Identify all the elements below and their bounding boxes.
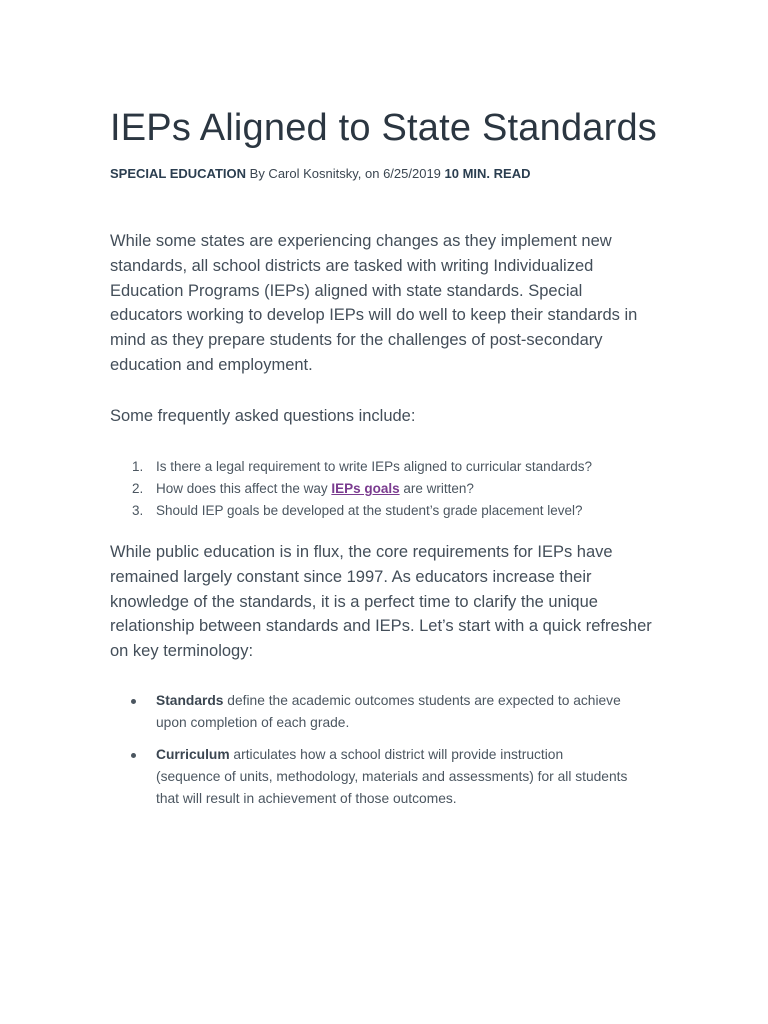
list-number: 1.	[132, 459, 144, 474]
read-time: 10 MIN. READ	[444, 166, 531, 181]
faq-question: Should IEP goals be developed at the student’s grade placement level?	[156, 503, 583, 518]
faq-list	[110, 456, 670, 522]
byline: By Carol Kosnitsky, on 6/25/2019	[246, 166, 445, 181]
intro-paragraph: While some states are experiencing changes as they implement new standards, all school districts are tasked with writing Individualized Education Programs (IEPs) aligned with state standards. Special educators working to develop IEPs will do well to keep their standards in mind as they prepare students for the challenges of post-secondary education and employment.	[110, 232, 638, 374]
term-definition: define the academic outcomes students are expected to achieve upon completion of each grade.	[156, 693, 621, 730]
term-name: Curriculum	[156, 747, 230, 762]
terminology-list	[110, 690, 630, 820]
list-item	[110, 456, 670, 478]
bullet-icon	[131, 699, 136, 704]
list-item	[110, 744, 630, 810]
list-item	[110, 500, 670, 522]
bullet-icon	[131, 753, 136, 758]
category-label: SPECIAL EDUCATION	[110, 166, 247, 181]
faq-question-before: How does this affect the way	[156, 481, 332, 496]
iep-goals-link[interactable]: IEPs goals	[331, 481, 400, 496]
list-item	[110, 478, 670, 500]
list-number: 3.	[132, 503, 144, 518]
term-name: Standards	[156, 693, 224, 708]
page-title: IEPs Aligned to State Standards	[110, 107, 657, 149]
faq-question-after: are written?	[399, 481, 474, 496]
list-number: 2.	[132, 481, 144, 496]
term-definition: articulates how a school district will provide instruction (sequence of units, methodology, materials and assessments) for all students that will result in achievement of those outcomes.	[156, 747, 628, 806]
article-meta	[110, 165, 530, 183]
faq-question: Is there a legal requirement to write IEPs aligned to curricular standards?	[156, 459, 592, 474]
list-item	[110, 690, 630, 734]
flux-paragraph: While public education is in flux, the core requirements for IEPs have remained largely constant since 1997. As educators increase their knowledge of the standards, it is a perfect time to clarify the unique relationship between standards and IEPs. Let’s start with a quick refresher on key terminology:	[110, 543, 652, 661]
faq-lead: Some frequently asked questions include:	[110, 407, 416, 425]
